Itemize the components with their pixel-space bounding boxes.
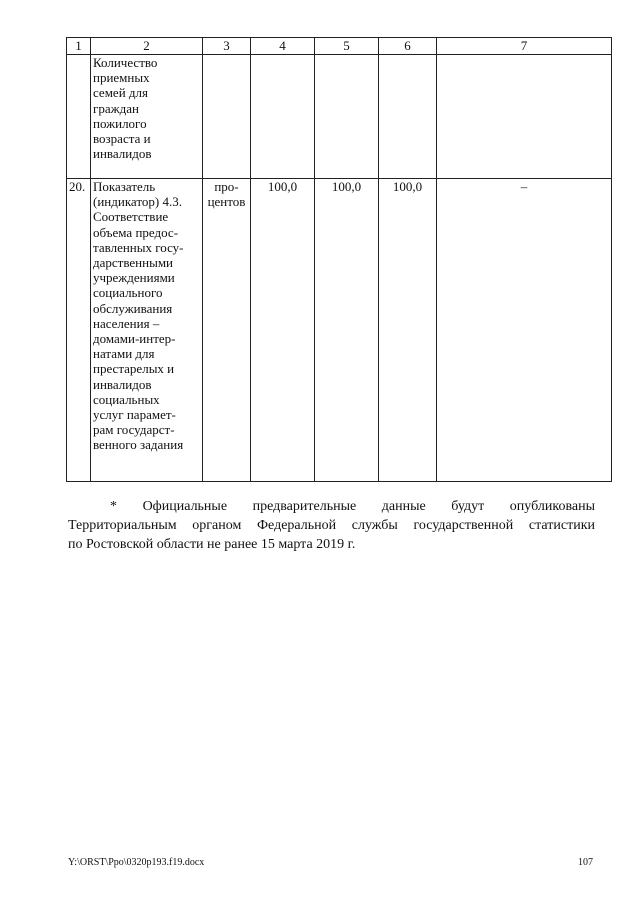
name-line: социального bbox=[93, 285, 163, 301]
value-cell-6 bbox=[379, 55, 437, 179]
footnote-line-2: Территориальным органом Федеральной службы государственной статистики bbox=[68, 518, 595, 533]
name-line: рам государст- bbox=[93, 422, 175, 438]
name-line: населения – bbox=[93, 315, 160, 331]
note-cell-7: – bbox=[437, 179, 612, 482]
name-line: Соответствие bbox=[93, 209, 169, 225]
footer-file-path: Y:\ORST\Ppo\0320p193.f19.docx bbox=[68, 857, 205, 868]
unit-line: про- bbox=[214, 179, 239, 194]
indicator-name-cell bbox=[91, 179, 203, 482]
name-line: престарелых и bbox=[93, 361, 175, 377]
value-cell-5: 100,0 bbox=[315, 179, 379, 482]
value-cell-5 bbox=[315, 55, 379, 179]
column-header-7: 7 bbox=[437, 38, 612, 55]
unit-cell bbox=[203, 179, 251, 482]
indicators-table bbox=[66, 37, 612, 482]
table-row-continuation bbox=[67, 55, 612, 179]
name-line: инвалидов bbox=[93, 376, 152, 392]
name-line: тавленных госу- bbox=[93, 239, 184, 255]
name-line: социальных bbox=[93, 391, 160, 407]
unit-line: центов bbox=[207, 194, 246, 210]
name-line: инвалидов bbox=[93, 146, 152, 162]
column-header-4: 4 bbox=[251, 38, 315, 55]
footnote bbox=[68, 497, 595, 554]
name-line: объема предос- bbox=[93, 224, 179, 240]
name-line: Количество bbox=[93, 55, 158, 70]
name-line: возраста и bbox=[93, 131, 151, 147]
name-line: граждан bbox=[93, 100, 139, 116]
table-row-20 bbox=[67, 179, 612, 482]
name-line: учреждениями bbox=[93, 270, 175, 286]
column-header-6: 6 bbox=[379, 38, 437, 55]
name-line: Показатель bbox=[93, 179, 156, 194]
column-header-2: 2 bbox=[91, 38, 203, 55]
column-header-1: 1 bbox=[67, 38, 91, 55]
column-header-3: 3 bbox=[203, 38, 251, 55]
column-header-5: 5 bbox=[315, 38, 379, 55]
name-line: пожилого bbox=[93, 115, 147, 131]
value-cell-6: 100,0 bbox=[379, 179, 437, 482]
indicator-name-cell bbox=[91, 55, 203, 179]
unit-cell bbox=[203, 55, 251, 179]
name-line: натами для bbox=[93, 346, 155, 362]
table-header-row bbox=[67, 38, 612, 55]
note-cell-7 bbox=[437, 55, 612, 179]
footnote-line-1: * Официальные предварительные данные будут опубликованы bbox=[110, 499, 595, 514]
name-line: приемных bbox=[93, 70, 150, 86]
name-line: венного задания bbox=[93, 437, 184, 453]
name-line: (индикатор) 4.3. bbox=[93, 194, 182, 210]
value-cell-4: 100,0 bbox=[251, 179, 315, 482]
value-cell-4 bbox=[251, 55, 315, 179]
row-number-cell bbox=[67, 55, 91, 179]
row-number-cell: 20. bbox=[67, 179, 91, 482]
name-line: услуг парамет- bbox=[93, 407, 176, 423]
footer-page-number: 107 bbox=[578, 857, 593, 868]
name-line: домами-интер- bbox=[93, 331, 176, 347]
footnote-line-3: по Ростовской области не ранее 15 марта 2019 г. bbox=[68, 537, 356, 552]
name-line: дарственными bbox=[93, 255, 173, 271]
name-line: семей для bbox=[93, 85, 148, 101]
name-line: обслуживания bbox=[93, 300, 173, 316]
